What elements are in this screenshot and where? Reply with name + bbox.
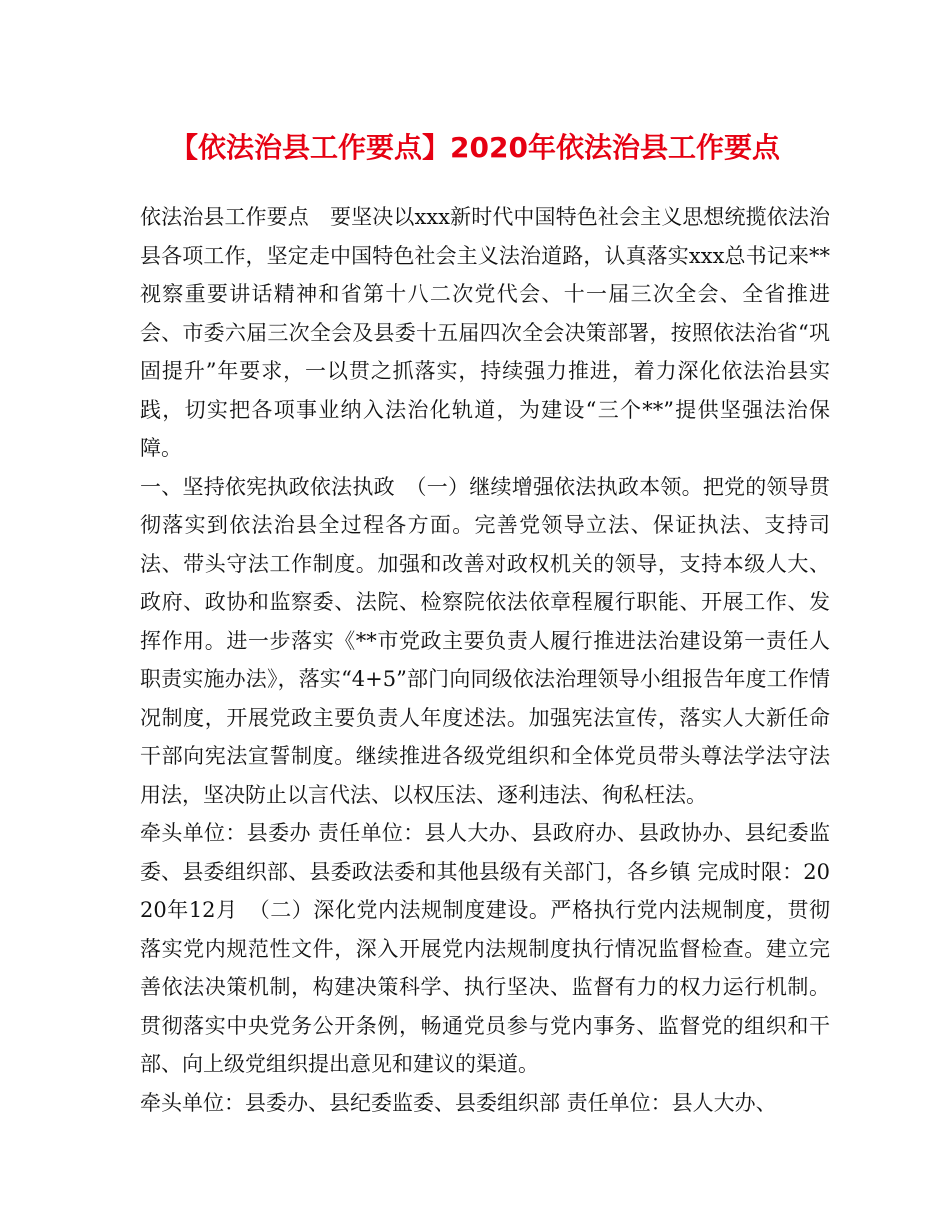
paragraph-section-one: 一、坚持依宪执政依法执政 （一）继续增强依法执政本领。把党的领导贯彻落实到依法治县全过程各方面。完善党领导立法、保证执法、支持司法、带头守法工作制度。加强和改善对政权机关的领导，支持本级人大、政府、政协和监察委、法院、检察院依法依章程履行职能、开展工作、发挥作用。进一步落实《**市党政主要负责人履行推进法治建设第一责任人职责实施办法》，落实“4+5”部门向同级依法治理领导小组报告年度工作情况制度，开展党政主要负责人年度述法。加强宪法宣传，落实人大新任命干部向宪法宣誓制度。继续推进各级党组织和全体党员带头尊法学法守法用法，坚决防止以言代法、以权压法、逐利违法、徇私枉法。 <box>140 474 830 807</box>
paragraph-lead-unit-one: 牵头单位：县委办 责任单位：县人大办、县政府办、县政协办、县纪委监委、县委组织部、县委政法委和其他县级有关部门，各乡镇 完成时限：2020年12月 （二）深化党内法规制度建设。严格执行党内法规制度，贯彻落实党内规范性文件，深入开展党内法规制度执行情况监督检查。建立完善依法决策机制，构建决策科学、执行坚决、监督有力的权力运行机制。贯彻落实中央党务公开条例，畅通党员参与党内事务、监督党的组织和干部、向上级党组织提出意见和建议的渠道。 <box>140 821 830 1076</box>
paragraph-intro: 依法治县工作要点 要坚决以xxx新时代中国特色社会主义思想统揽依法治县各项工作，坚定走中国特色社会主义法治道路，认真落实xxx总书记来**视察重要讲话精神和省第十八二次党代会、十一届三次全会、全省推进会、市委六届三次全会及县委十五届四次全会决策部署，按照依法治省“巩固提升”年要求，一以贯之抓落实，持续强力推进，着力深化依法治县实践，切实把各项事业纳入法治化轨道，为建设“三个**”提供坚强法治保障。 <box>140 205 830 460</box>
paragraph-lead-unit-two: 牵头单位：县委办、县纪委监委、县委组织部 责任单位：县人大办、 <box>140 1090 777 1115</box>
document-body <box>140 198 830 1122</box>
document-title: 【依法治县工作要点】2020年依法治县工作要点 <box>170 131 780 164</box>
